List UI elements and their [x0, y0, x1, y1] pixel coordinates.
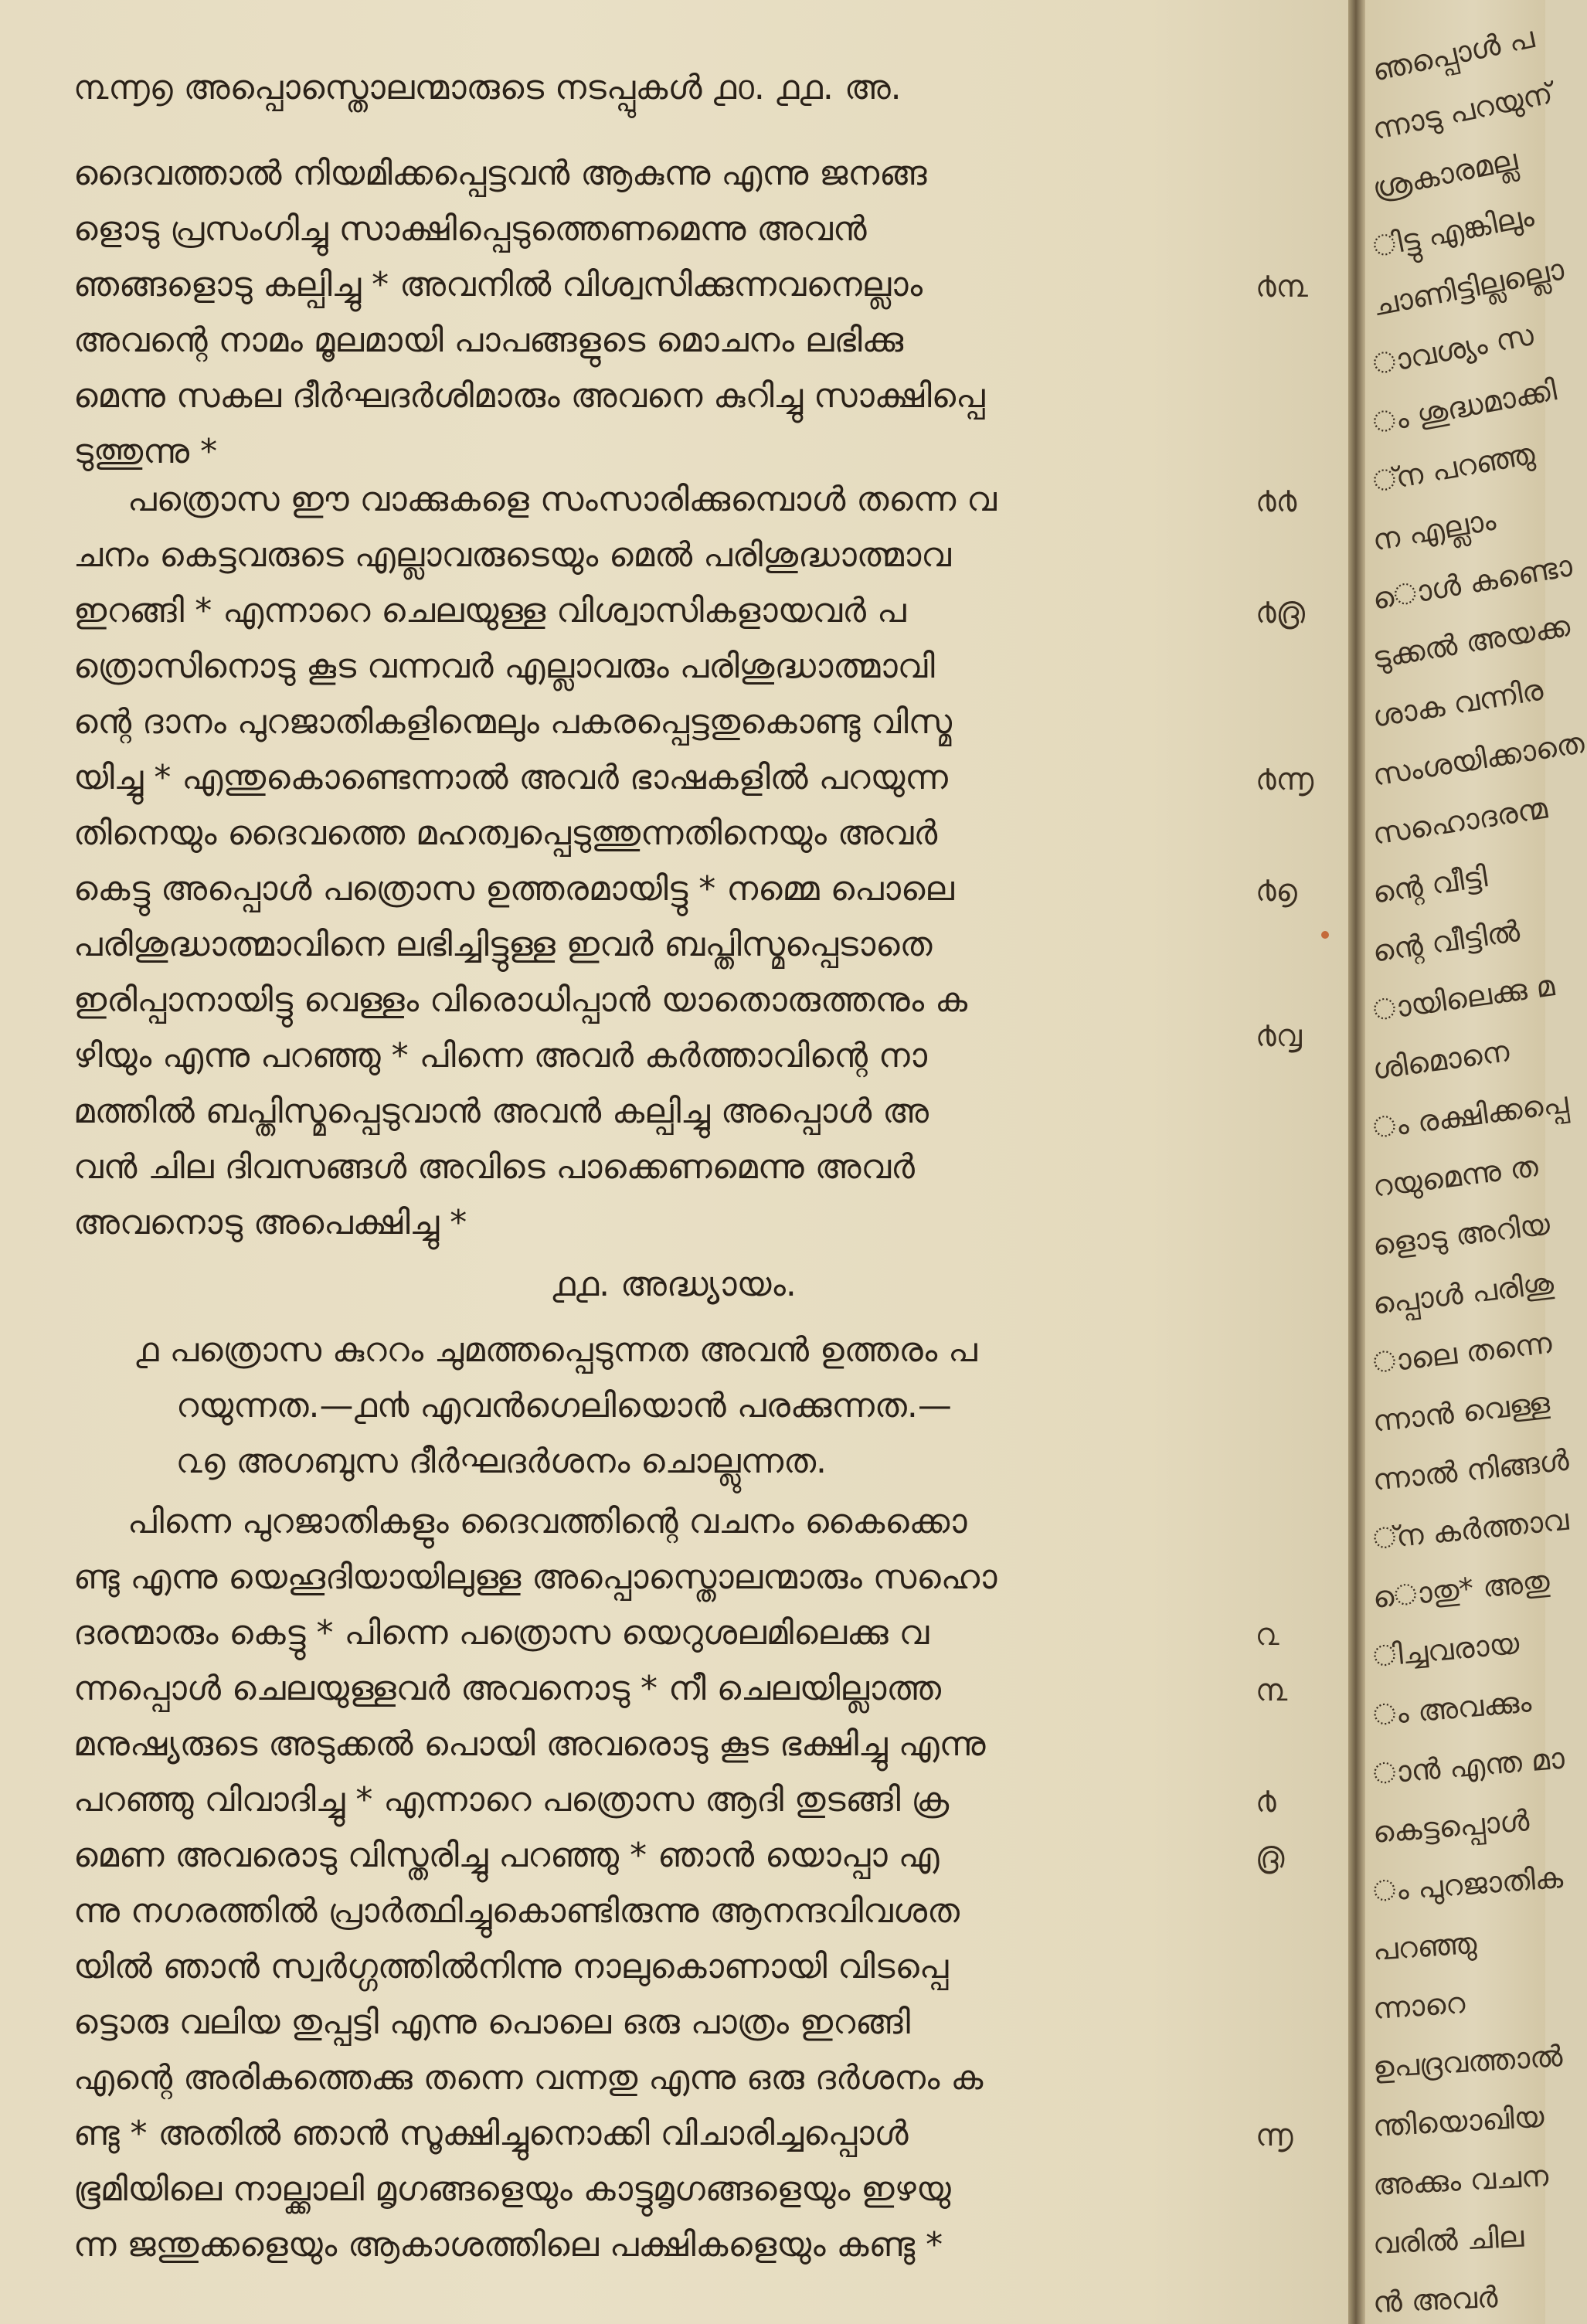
text-line: ത്രൊസിനൊടു കൂട വന്നവർ എല്ലാവരും പരിശുദ്ധാത്മാവി: [73, 647, 935, 686]
text-line: അവനൊടു അപെക്ഷിച്ചു *: [73, 1203, 467, 1242]
text-line: പരിശുദ്ധാത്മാവിനെ ലഭിച്ചിട്ടുള്ള ഇവർ ബപ്തിസ്മപ്പെടാതെ: [73, 925, 933, 964]
text-line: ഴിയും എന്നു പറഞ്ഞു * പിന്നെ അവർ കർത്താവിന്റെ നാ: [73, 1036, 928, 1075]
adjacent-page-line: കെട്ടപ്പൊൾ: [1371, 1803, 1531, 1850]
text-line: ന്നു നഗരത്തിൽ പ്രാർത്ഥിച്ചുകൊണ്ടിരുന്നു ആനന്ദവിവശത: [73, 1891, 960, 1931]
verse-number: ൫: [1256, 1840, 1285, 1875]
book-gutter: [1348, 0, 1365, 2324]
running-header: ൩൬൭ അപ്പൊസ്തൊലന്മാരുടെ നടപ്പുകൾ ൧൦. ൧൧. അ.: [73, 68, 902, 107]
adjacent-page-line: ്ന കർത്താവ: [1371, 1502, 1571, 1556]
verse-number: ൪൫: [1256, 595, 1305, 630]
text-line: ഞങ്ങളൊടു കല്പിച്ചു * അവനിൽ വിശ്വസിക്കുന്നവനെല്ലാം: [73, 265, 923, 304]
adjacent-page-line: പ്പൊൾ പരിശു: [1371, 1266, 1556, 1321]
adjacent-page-line: ിച്ചവരായ: [1371, 1626, 1521, 1673]
adjacent-page-line: ശ്രകാരമല്ല: [1369, 142, 1521, 206]
adjacent-page-line: സഹൊദരന്മ: [1370, 790, 1550, 851]
adjacent-page-line: ൊൾ കണ്ടൊ: [1370, 549, 1575, 617]
adjacent-page-line: സംശയിക്കാതെ: [1370, 725, 1587, 793]
text-line: ടുത്തുന്നു *: [73, 432, 218, 471]
chapter-heading: ൧൧. അദ്ധ്യായം.: [552, 1265, 797, 1304]
adjacent-page-line: ം ശുദ്ധമാക്കി: [1369, 372, 1559, 440]
adjacent-page-line: ചാണിട്ടില്ലല്ലൊ: [1369, 252, 1567, 323]
adjacent-page-line: ്ന പറഞ്ഞു: [1369, 436, 1538, 499]
text-line: ണ്ടു * അതിൽ ഞാൻ സൂക്ഷിച്ചുനൊക്കി വിചാരിച്ചപ്പൊൾ: [73, 2114, 909, 2153]
text-line: മനുഷ്യരുടെ അടുക്കൽ പൊയി അവരൊടു കൂട ഭക്ഷിച്ചു എന്നു: [73, 1724, 986, 1764]
text-line: ന്ന ജന്തുക്കളെയും ആകാശത്തിലെ പക്ഷികളെയും കണ്ടു *: [73, 2225, 943, 2265]
text-line: മെന്നു സകല ദീർഘദർശിമാരും അവനെ കുറിച്ചു സാക്ഷിപ്പെ: [73, 376, 985, 416]
text-line: ന്നപ്പൊൾ ചെലയുള്ളവർ അവനൊടു * നീ ചെലയില്ലാത്ത: [73, 1669, 941, 1708]
adjacent-page-line: ന്നാറെ: [1371, 1986, 1466, 2026]
verse-number: ൩: [1256, 1673, 1288, 1708]
text-line: ചനം കെട്ടവരുടെ എല്ലാവരുടെയും മെൽ പരിശുദ്ധാത്മാവ: [73, 535, 951, 575]
text-line: യിച്ചു * എന്തുകൊണ്ടെന്നാൽ അവർ ഭാഷകളിൽ പറയുന്ന: [73, 758, 948, 797]
adjacent-page-line: ാൻ എന്ത മാ: [1371, 1741, 1566, 1791]
adjacent-page-line: ൻ അവർ: [1372, 2279, 1499, 2319]
text-line: മെണ അവരൊടു വിസ്തരിച്ചു പറഞ്ഞു * ഞാൻ യൊപ്പാ എ: [73, 1836, 940, 1875]
adjacent-page-line: ന്റെ വീട്ടിൽ: [1370, 913, 1522, 969]
adjacent-page-line: ശിമൊനെ: [1370, 1034, 1511, 1086]
text-line: കെട്ടു അപ്പൊൾ പത്രൊസ ഉത്തരമായിട്ടു * നമ്മെ പൊലെ: [73, 869, 954, 909]
adjacent-page-line: ം പുറജാതിക: [1371, 1860, 1565, 1908]
text-line: ട്ടൊരു വലിയ തുപ്പട്ടി എന്നു പൊലെ ഒരു പാത്രം ഇറങ്ങി: [73, 2003, 911, 2042]
text-line: പറഞ്ഞു വിവാദിച്ചു * എന്നാറെ പത്രൊസ ആദി തുടങ്ങി ക്ര: [73, 1780, 950, 1819]
adjacent-page-line: അക്കും വചന: [1371, 2159, 1550, 2202]
text-line: ളൊടു പ്രസംഗിച്ചു സാക്ഷിപ്പെടുത്തെണമെന്നു അവൻ: [73, 209, 867, 249]
text-line: അവന്റെ നാമം മൂലമായി പാപങ്ങളുടെ മൊചനം ലഭിക്കു: [73, 321, 904, 360]
verse-number: ൪൭: [1256, 873, 1297, 909]
adjacent-page-line: റയുമെന്നു ത: [1371, 1149, 1541, 1204]
text-line: മത്തിൽ ബപ്തിസ്മപ്പെടുവാൻ അവൻ കല്പിച്ചു അപ്പൊൾ അ: [73, 1092, 929, 1131]
adjacent-page-line: ം അവക്കും: [1371, 1684, 1533, 1732]
text-line: യിൽ ഞാൻ സ്വർഗ്ഗത്തിൽനിന്നു നാലുകൊണായി വിടപ്പെ: [73, 1947, 949, 1986]
adjacent-page-line: ാവശ്യം സ: [1369, 318, 1537, 382]
adjacent-page-line: ാലെ തന്നെ: [1371, 1325, 1554, 1380]
text-line: എന്റെ അരികത്തെക്കു തന്നെ വന്നതു എന്നു ഒരു ദർശനം ക: [73, 2058, 984, 2098]
verse-number: ൪൮: [1256, 1018, 1302, 1054]
verse-number: ൬: [1256, 2118, 1293, 2153]
verse-number: ൪൩: [1256, 269, 1308, 304]
text-line: തിനെയും ദൈവത്തെ മഹത്വപ്പെടുത്തുന്നതിനെയും അവർ: [73, 814, 938, 853]
verse-number: ൪: [1256, 1784, 1276, 1819]
text-line: പിന്നെ പുറജാതികളും ദൈവത്തിന്റെ വചനം കൈക്കൊ: [127, 1502, 967, 1541]
adjacent-page-line: ളൊടു അറിയ: [1371, 1207, 1552, 1262]
adjacent-page-line: ൊതു* അതു: [1371, 1564, 1551, 1615]
adjacent-page-line: ായിലെക്കു മ: [1370, 968, 1557, 1028]
chapter-summary-line: ൨൭ അഗബുസ ദീർഘദർശനം ചൊല്ലുന്നത.: [176, 1442, 827, 1481]
adjacent-page: [1365, 0, 1587, 2324]
text-line: ദരന്മാരും കെട്ടു * പിന്നെ പത്രൊസ യെറുശലമിലെക്കു വ: [73, 1613, 929, 1653]
adjacent-page-line: വരിൽ ചില: [1371, 2219, 1525, 2261]
text-line: ഇറങ്ങി * എന്നാറെ ചെലയുള്ള വിശ്വാസികളായവർ പ: [73, 591, 906, 630]
adjacent-page-line: ന്നാടു പറയുന്: [1369, 76, 1556, 147]
ink-spot: [1321, 931, 1329, 939]
text-line: ദൈവത്താൽ നിയമിക്കപ്പെട്ടവൻ ആകുന്നു എന്നു ജനങ്ങ: [73, 154, 927, 193]
adjacent-page-line: ഉപദ്രവത്താൽ: [1371, 2039, 1564, 2084]
verse-number: ൪൬: [1256, 762, 1314, 797]
adjacent-page-line: ഞപ്പൊൾ പ: [1369, 20, 1538, 88]
text-line: ഭൂമിയിലെ നാല്ക്കാലി മൃഗങ്ങളെയും കാട്ടുമൃഗങ്ങളെയും ഇഴയു: [73, 2169, 951, 2209]
adjacent-page-line: ടുക്കൽ അയക്ക: [1370, 608, 1573, 675]
adjacent-page-line: ന എല്ലാം: [1370, 502, 1498, 558]
adjacent-page-line: ന്തിയൊഖിയ: [1371, 2099, 1545, 2143]
adjacent-page-line: പറഞ്ഞു: [1371, 1925, 1478, 1967]
text-line: ന്റെ ദാനം പുറജാതികളിന്മെലും പകരപ്പെട്ടതുകൊണ്ടു വിസ്മ: [73, 702, 952, 742]
adjacent-page-line: ന്നാൽ നിങ്ങൾ: [1371, 1442, 1571, 1497]
text-line: ഇരിപ്പാനായിട്ടു വെള്ളം വിരൊധിപ്പാൻ യാതൊരുത്തനും ക: [73, 980, 968, 1020]
adjacent-page-line: ന്റെ വീട്ടി: [1370, 859, 1490, 910]
verse-number: ൨: [1256, 1617, 1279, 1653]
verse-number: ൪൪: [1256, 484, 1297, 519]
adjacent-page-line: ശാക വന്നിര: [1370, 672, 1546, 734]
adjacent-page-line: ം രക്ഷിക്കപ്പെ: [1371, 1085, 1571, 1145]
text-line: വൻ ചില ദിവസങ്ങൾ അവിടെ പാക്കെണമെന്നു അവർ: [73, 1147, 915, 1187]
adjacent-page-line: ന്നാൻ വെള്ള: [1371, 1385, 1551, 1439]
chapter-summary-line: ൧ പത്രൊസ കുററം ചുമത്തപ്പെടുന്നത അവൻ ഉത്തരം പ: [135, 1330, 977, 1370]
chapter-summary-line: റയുന്നത.—൧൯ എവൻഗെലിയൊൻ പരക്കുന്നത.—: [176, 1386, 952, 1425]
text-line: പത്രൊസ ഈ വാക്കുകളെ സംസാരിക്കുമ്പൊൾ തന്നെ വ: [127, 480, 997, 519]
text-line: ണ്ടു എന്നു യെഹൂദിയായിലുള്ള അപ്പൊസ്തൊലന്മാരും സഹൊ: [73, 1558, 997, 1597]
adjacent-page-line: ിട്ടു എങ്കിലും: [1369, 199, 1537, 264]
